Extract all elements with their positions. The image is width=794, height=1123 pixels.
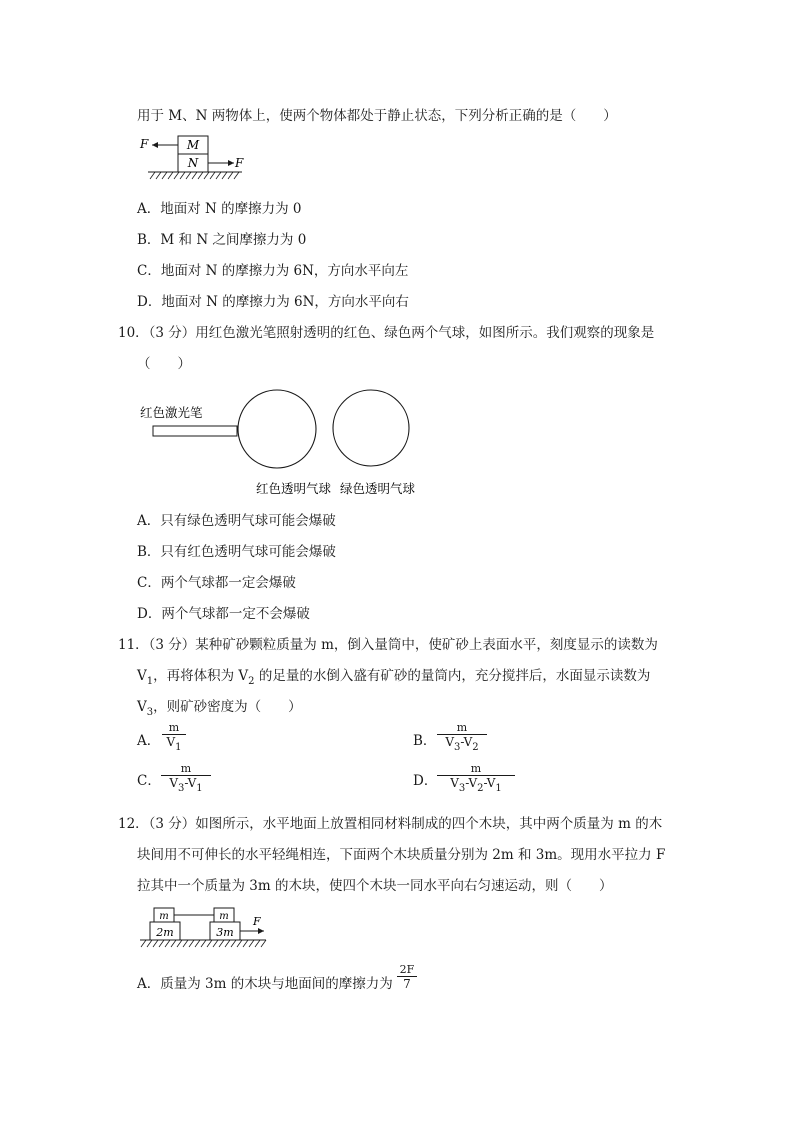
q9-option-c: C．地面对 N 的摩擦力为 6N，方向水平向左 [137,263,409,279]
green-balloon [333,390,409,466]
green-balloon-label: 绿色透明气球 [340,481,416,496]
q10-stem-line1: 10．（3 分）用红色激光笔照射透明的红色、绿色两个气球，如图所示。我们观察的现象是 [118,325,655,341]
q11-option-a-fraction: m $V_1$ [162,721,186,751]
q11-stem-line1: 11．（3 分）某种矿砂颗粒质量为 m，倒入量筒中，使矿砂上表面水平，刻度显示的读数为 [118,637,658,653]
q12-stem-line2: 块间用不可伸长的水平轻绳相连，下面两个木块质量分别为 2m 和 3m。现用水平拉力 F [137,847,666,863]
q11-option-b-fraction: m $V_3-V_2$ [437,721,487,751]
q9-option-a: A．地面对 N 的摩擦力为 0 [137,201,302,217]
q11-option-d-label: D． [413,773,438,789]
q11-option-a-label: A． [137,733,161,749]
q9-figure [136,133,248,183]
q9-label-M: M [186,138,200,152]
q12-top-left-label: m [159,911,169,922]
q9-stem: 用于 M、N 两物体上，使两个物体都处于静止状态，下列分析正确的是（ ） [137,108,617,124]
q12-stem-line1: 12．（3 分）如图所示，水平地面上放置相同材料制成的四个木块，其中两个质量为 m 的木 [118,816,663,832]
q12-option-a-text: A．质量为 3m 的木块与地面间的摩擦力为 [137,976,393,992]
q11-stem-line2: $V_1$，再将体积为 $V_2$ 的足量的水倒入盛有矿砂的量筒内，充分搅拌后，水面显示读数为 [137,668,651,687]
q10-stem-line2: （ ） [137,356,191,372]
red-balloon [238,390,316,468]
q10-figure [136,385,436,500]
q10-option-c: C．两个气球都一定会爆破 [137,575,296,591]
q11-stem-line3: $V_3$，则矿砂密度为（ ） [137,699,302,718]
q12-bottom-left-label: 2m [156,926,174,939]
q11-option-c-label: C． [137,773,161,789]
q12-bottom-right-label: 3m [216,926,234,939]
q10-option-a: A．只有绿色透明气球可能会爆破 [137,513,336,529]
q11-option-c-fraction: m $V_3-V_1$ [161,762,211,792]
laser-pen-label: 红色激光笔 [140,405,203,420]
red-balloon-label: 红色透明气球 [256,481,332,496]
q12-option-a-fraction: 2F 7 [397,963,417,992]
q9-option-b: B．M 和 N 之间摩擦力为 0 [137,232,307,248]
q9-option-d: D．地面对 N 的摩擦力为 6N，方向水平向右 [137,294,409,310]
q10-option-d: D．两个气球都一定不会爆破 [137,606,310,622]
q9-label-F-right: F [235,156,244,170]
q9-label-F-left: F [140,137,149,151]
q10-option-b: B．只有红色透明气球可能会爆破 [137,544,336,560]
q12-figure [136,906,276,952]
q11-option-d-fraction: m $V_3-V_2-V_1$ [437,762,515,792]
q12-stem-line3: 拉其中一个质量为 3m 的木块，使四个木块一同水平向右匀速运动，则（ ） [137,878,613,894]
laser-pen [153,426,237,436]
q12-force-label: F [253,915,261,928]
q12-top-right-label: m [219,911,229,922]
q9-label-N: N [187,156,199,170]
q11-option-b-label: B． [413,733,437,749]
